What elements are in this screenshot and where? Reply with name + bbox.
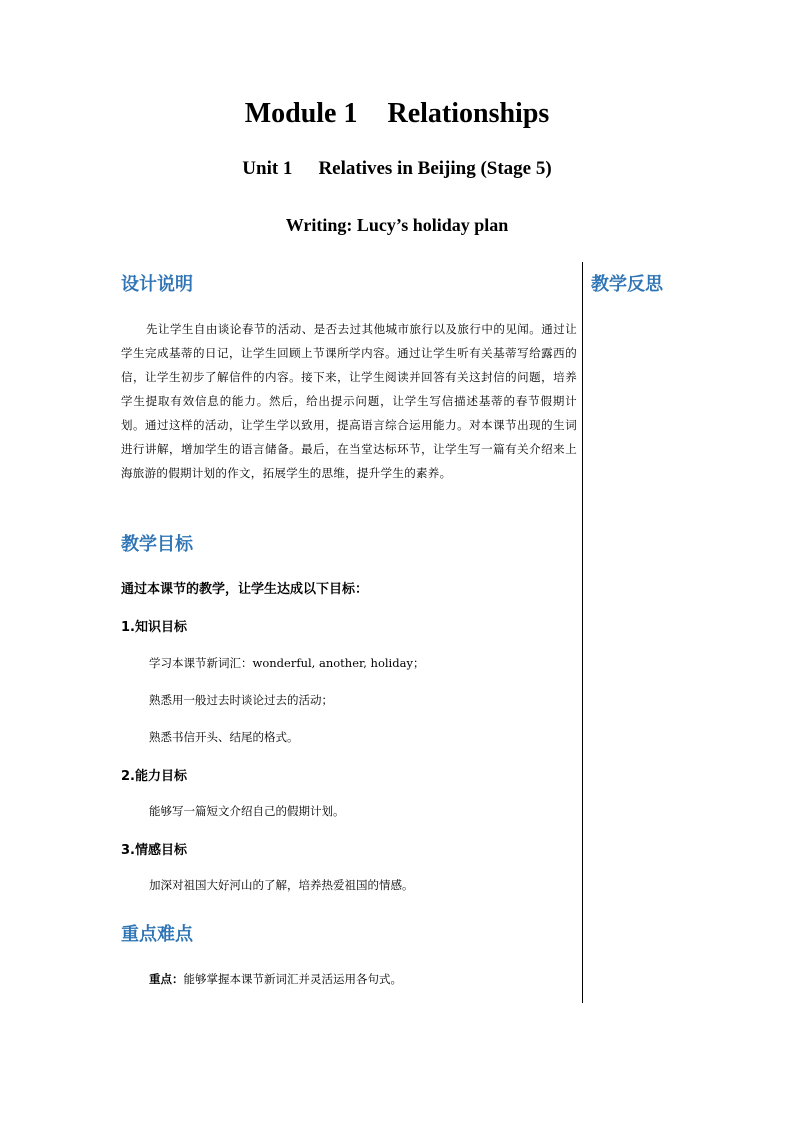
lesson-title: Writing: Lucy’s holiday plan: [285, 215, 509, 235]
design-notes-paragraph: 先让学生自由谈论春节的活动、是否去过其他城市旅行以及旅行中的见闻。通过让学生完成基蒂的日记，让学生回顾上节课所学内容。通过让学生听有关基蒂写给露西的信，让学生初步了解信件的内容。接下来，让学生阅读并回答有关这封信的问题，培养学生提取有效信息的能力。然后，给出提示问题，让学生写信描述基蒂的春节假期计划。通过这样的活动，让学生学以致用，提高语言综合运用能力。对本课节出现的生词进行讲解，增加学生的语言储备。最后，在当堂达标环节，让学生写一篇有关介绍来上海旅游的假期计划的作文，拓展学生的思维，提升学生的素养。: [121, 322, 577, 480]
module-name: Relationships: [387, 98, 550, 129]
knowledge-heading: 1.知识目标: [121, 620, 187, 635]
knowledge-item: 熟悉书信开头、结尾的格式。: [149, 730, 299, 744]
focus-line: [149, 967, 402, 991]
focus-label: 重点：: [149, 972, 184, 986]
unit-label: Unit 1: [242, 158, 293, 179]
module-label: Module 1: [244, 98, 358, 129]
knowledge-item: 熟悉用一般过去时谈论过去的活动；: [149, 693, 333, 707]
design-notes-heading: 设计说明: [121, 274, 193, 295]
ability-item: 能够写一篇短文介绍自己的假期计划。: [149, 804, 345, 818]
module-title: [0, 98, 794, 130]
focus-text: 能够掌握本课节新词汇并灵活运用各句式。: [183, 972, 402, 986]
objectives-heading: 教学目标: [121, 534, 193, 555]
unit-name: Relatives in Beijing (Stage 5): [318, 158, 552, 179]
knowledge-item: 学习本课节新词汇：wonderful, another, holiday；: [149, 656, 425, 670]
emotion-heading: 3.情感目标: [121, 843, 187, 858]
unit-title: [0, 158, 794, 180]
ability-heading: 2.能力目标: [121, 769, 187, 784]
column-divider: [582, 262, 583, 1003]
emotion-item: 加深对祖国大好河山的了解，培养热爱祖国的情感。: [149, 878, 414, 892]
objectives-intro: 通过本课节的教学，让学生达成以下目标：: [121, 582, 369, 597]
reflection-heading: 教学反思: [591, 274, 663, 295]
key-points-heading: 重点难点: [121, 924, 193, 945]
